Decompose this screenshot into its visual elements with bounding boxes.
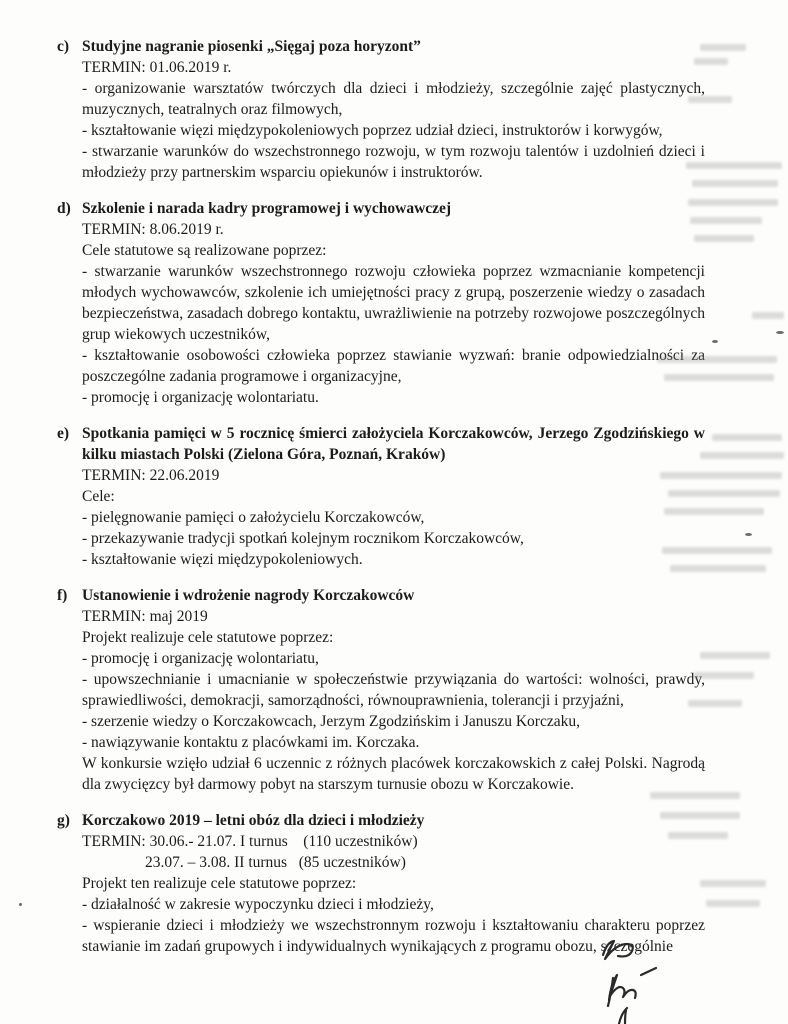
section-f-bullet: - upowszechnianie i umacnianie w społeczeństwie przywiązania do wartości: wolności, prawdy, sprawiedliwości, demokracji, samorządności, równouprawnienia, tolerancji i przyjaźni,	[82, 671, 705, 709]
section-f-letter: f)	[57, 587, 68, 604]
section-f-termin: TERMIN: maj 2019	[82, 608, 208, 625]
bleedthrough-mark	[700, 652, 770, 659]
section-d-letter: d)	[57, 200, 71, 217]
section-e-letter: e)	[57, 425, 70, 442]
section-e-intro: Cele:	[82, 488, 115, 505]
bleedthrough-mark	[700, 44, 746, 51]
section-d-bullet: - kształtowanie osobowości człowieka poprzez stawianie wyzwań: branie odpowiedzialności za poszczególne zadania programowe i organizacyjne,	[82, 347, 705, 385]
document-body	[57, 36, 705, 957]
section-g-letter: g)	[57, 812, 70, 829]
section-f-bullet: - szerzenie wiedzy o Korczakowcach, Jerzym Zgodzińskim i Januszu Korczaku,	[82, 713, 580, 730]
section-d-termin: TERMIN: 8.06.2019 r.	[82, 221, 224, 238]
scan-speck	[745, 533, 752, 536]
section-e	[57, 423, 705, 570]
section-c-letter: c)	[57, 38, 70, 55]
section-e-bullet: - kształtowanie więzi międzypokoleniowych.	[82, 551, 363, 568]
section-e-bullet: - przekazywanie tradycji spotkań kolejnym rocznikom Korczakowców,	[82, 530, 524, 547]
scan-speck	[712, 340, 718, 343]
section-d-bullet: - stwarzanie warunków wszechstronnego rozwoju człowieka poprzez wzmacnianie kompetencji młodych wychowawców, szkolenie ich umiejętności pracy z grupą, poszerzenie wiedzy o zasadach bezpieczeństwa, zasadach dobrego kontaktu, uwrażliwienie na potrzeby rozwojowe poszczególnych grup wiekowych uczestników,	[82, 263, 705, 343]
scan-speck	[19, 903, 22, 906]
section-e-termin: TERMIN: 22.06.2019	[82, 467, 220, 484]
section-f-summary: W konkursie wzięło udział 6 uczennic z różnych placówek korczakowskich z całej Polski. Nagrodą dla zwycięzcy był darmowy pobyt na starszym turnusie obozu w Korczakowie.	[82, 755, 705, 793]
section-f-bullet: - nawiązywanie kontaktu z placówkami im. Korczaka.	[82, 734, 420, 751]
section-f	[57, 585, 705, 795]
section-f-intro: Projekt realizuje cele statutowe poprzez:	[82, 629, 334, 646]
bleedthrough-mark	[706, 900, 760, 907]
section-g-intro: Projekt ten realizuje cele statutowe poprzez:	[82, 875, 357, 892]
bleedthrough-mark	[712, 434, 782, 441]
section-e-title: Spotkania pamięci w 5 rocznicę śmierci założyciela Korczakowców, Jerzego Zgodzińskiego w kilku miastach Polski (Zielona Góra, Poznań, Kraków)	[82, 425, 705, 463]
section-f-bullet: - promocję i organizację wolontariatu,	[82, 650, 319, 667]
section-g-termin-turnus-2: 23.07. – 3.08. II turnus (85 uczestników)	[145, 854, 406, 871]
bleedthrough-mark	[700, 880, 766, 887]
section-c-bullet: - stwarzanie warunków do wszechstronnego rozwoju, w tym rozwoju talentów i uzdolnień dzieci i młodzieży przy partnerskim wsparciu opiekunów i instruktorów.	[82, 143, 705, 181]
scan-speck	[776, 331, 784, 334]
section-c-termin: TERMIN: 01.06.2019 r.	[82, 59, 232, 76]
section-e-bullet: - pielęgnowanie pamięci o założycielu Korczakowców,	[82, 509, 425, 526]
section-c-bullet: - kształtowanie więzi międzypokoleniowych poprzez udział dzieci, instruktorów i korwygów,	[82, 122, 663, 139]
section-d-intro: Cele statutowe są realizowane poprzez:	[82, 242, 327, 259]
section-d-title: Szkolenie i narada kadry programowej i wychowawczej	[82, 200, 452, 217]
section-c-content	[82, 36, 705, 183]
bleedthrough-mark	[700, 452, 784, 459]
section-e-content	[82, 423, 705, 570]
section-f-content	[82, 585, 705, 795]
section-c-title: Studyjne nagranie piosenki „Sięgaj poza horyzont”	[82, 38, 421, 55]
section-g-title: Korczakowo 2019 – letni obóz dla dzieci i młodzieży	[82, 812, 425, 829]
section-f-title: Ustanowienie i wdrożenie nagrody Korczakowców	[82, 587, 415, 604]
section-g-bullet: - działalność w zakresie wypoczynku dzieci i młodzieży,	[82, 896, 434, 913]
section-d-content	[82, 198, 705, 408]
section-g-bullet: - wspieranie dzieci i młodzieży we wszechstronnym rozwoju i kształtowaniu charakteru poprzez stawianie im zadań grupowych i indywidualnych wynikających z programu obozu, szczególnie	[82, 917, 705, 955]
section-g-termin-turnus-1: TERMIN: 30.06.- 21.07. I turnus (110 uczestników)	[82, 833, 418, 850]
section-c	[57, 36, 705, 183]
section-d-bullet: - promocję i organizację wolontariatu.	[82, 389, 319, 406]
section-c-bullet: - organizowanie warsztatów twórczych dla dzieci i młodzieży, szczególnie zajęć plastycznych, muzycznych, teatralnych oraz filmowych,	[82, 80, 705, 118]
bleedthrough-mark	[752, 312, 784, 319]
section-d	[57, 198, 705, 408]
handwritten-signature	[585, 930, 685, 1024]
